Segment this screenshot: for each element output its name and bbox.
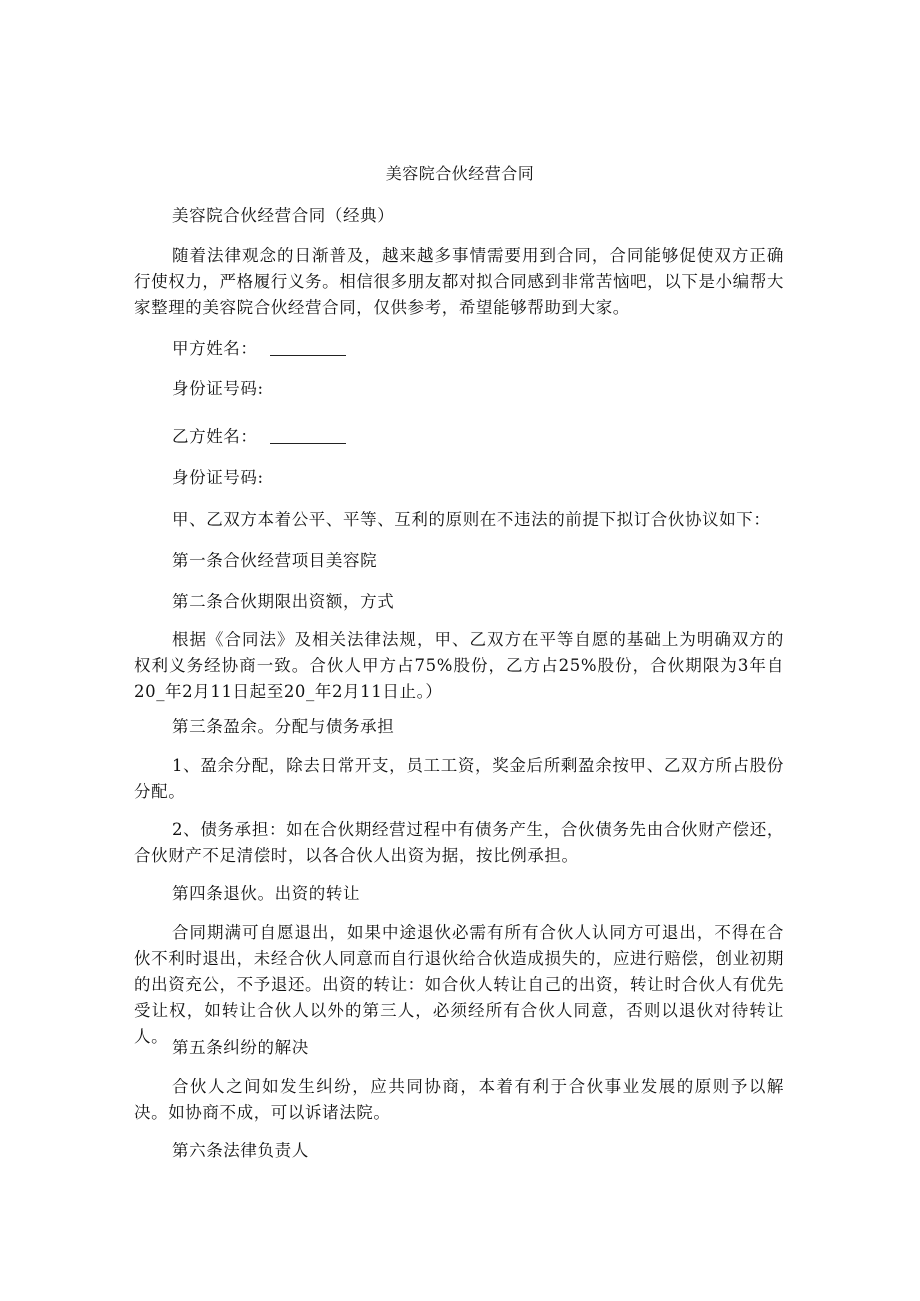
party-b-name-label: 乙方姓名： (172, 427, 258, 446)
party-b-name-line (134, 424, 784, 450)
article-1-heading: 第一条合伙经营项目美容院 (172, 551, 378, 570)
party-b-id-label: 身份证号码: (172, 468, 264, 487)
party-a-name-label: 甲方姓名： (172, 339, 258, 358)
article-2-body: 根据《合同法》及相关法律法规，甲、乙双方在平等自愿的基础上为明确双方的权利义务经协商一致。合伙人甲方占75%股份，乙方占25%股份，合伙期限为3年自20_年2月11日起至20_年2月11日止。） (134, 630, 784, 701)
article-5-body: 合伙人之间如发生纠纷，应共同协商，本着有利于合伙事业发展的原则予以解决。如协商不成，可以诉诸法院。 (134, 1077, 784, 1122)
article-3-item-2: 2、债务承担：如在合伙期经营过程中有债务产生，合伙债务先由合伙财产偿还，合伙财产不足清偿时，以各合伙人出资为据，按比例承担。 (134, 820, 784, 865)
article-3-item-1: 1、盈余分配，除去日常开支，员工工资，奖金后所剩盈余按甲、乙双方所占股份分配。 (134, 756, 784, 801)
party-a-name-blank (270, 341, 346, 356)
article-5-heading: 第五条纠纷的解决 (172, 1038, 309, 1057)
party-a-id-label: 身份证号码: (172, 379, 264, 398)
article-2-heading: 第二条合伙期限出资额，方式 (172, 592, 395, 611)
article-6-heading: 第六条法律负责人 (172, 1141, 309, 1160)
article-4-body: 合同期满可自愿退出，如果中途退伙必需有所有合伙人认同方可退出，不得在合伙不利时退出，未经合伙人同意而自行退伙给合伙造成损失的，应进行赔偿，创业初期的出资充公，不予退还。出资的转让：如合伙人转让自己的出资，转让时合伙人有优先受让权，如转让合伙人以外的第三人，必须经所有合伙人同意，否则以退伙对待转让人。 (134, 923, 784, 1046)
document-title: 美容院合伙经营合同 (385, 164, 535, 183)
party-b-name-blank (270, 429, 346, 444)
party-a-name-line (134, 336, 784, 362)
article-3-heading: 第三条盈余。分配与债务承担 (172, 717, 395, 736)
preamble-paragraph: 甲、乙双方本着公平、平等、互利的原则在不违法的前提下拟订合伙协议如下： (172, 510, 771, 529)
document-subtitle: 美容院合伙经营合同（经典） (172, 206, 395, 225)
intro-paragraph: 随着法律观念的日渐普及，越来越多事情需要用到合同，合同能够促使双方正确行使权力，严格履行义务。相信很多朋友都对拟合同感到非常苦恼吧，以下是小编帮大家整理的美容院合伙经营合同，仅供参考，希望能够帮助到大家。 (134, 246, 784, 317)
article-4-heading: 第四条退伙。出资的转让 (172, 884, 361, 903)
